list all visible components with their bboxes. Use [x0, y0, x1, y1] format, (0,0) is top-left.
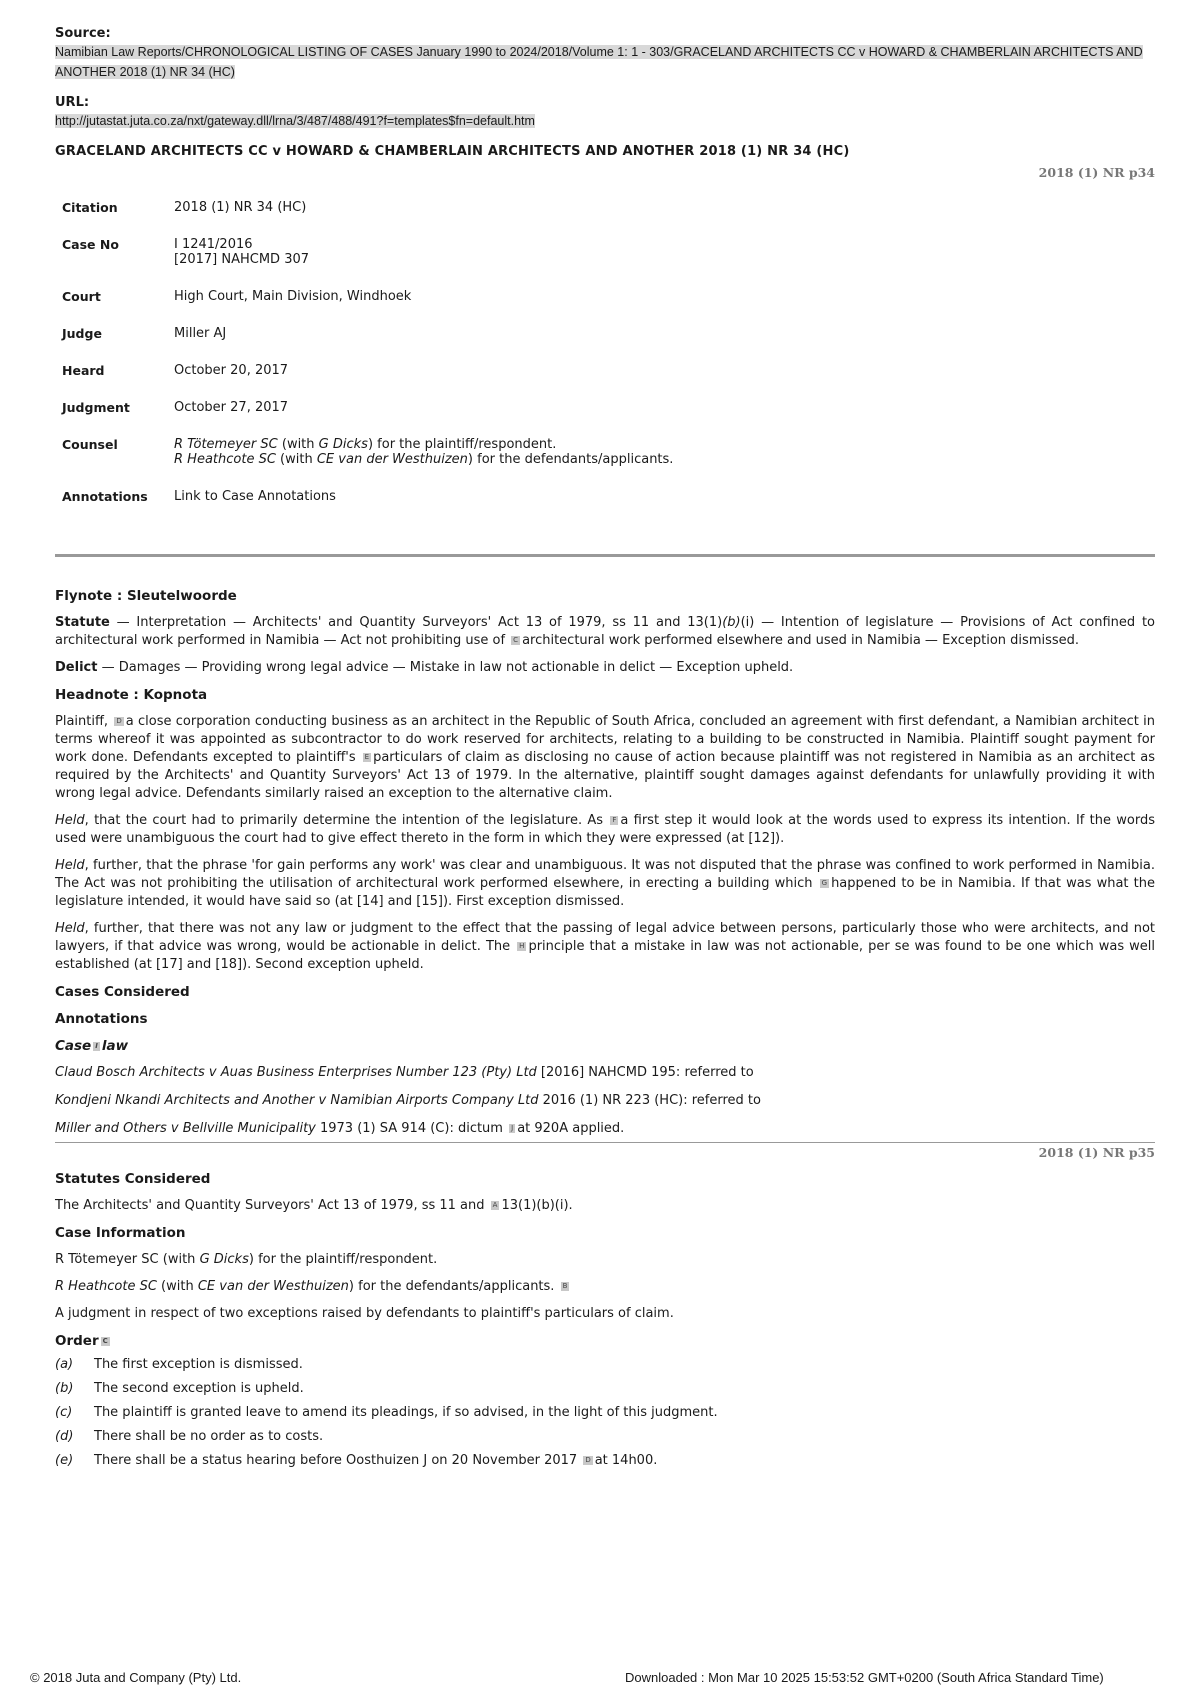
- case-info-heading: Case Information: [55, 1225, 186, 1241]
- margin-marker-e: E: [364, 753, 370, 761]
- p3b: happened to be in Namibia. If that was what the legislature intended, it would have said so (at [14] and [15]). First exception dismissed.: [55, 876, 1155, 909]
- heard-row: [55, 363, 673, 400]
- page-break-divider: [55, 1142, 1155, 1143]
- case-item: [55, 1120, 1155, 1138]
- annotations-heading: Annotations: [55, 1011, 148, 1027]
- p1a: Plaintiff,: [55, 714, 109, 729]
- url-link[interactable]: http://jutastat.juta.co.za/nxt/gateway.dll/lrna/3/487/488/491?f=templates$fn=default.htm: [55, 114, 535, 128]
- headnote-para-2: [55, 812, 1155, 848]
- counsel-2-with: CE van der Westhuizen: [316, 452, 468, 467]
- p2b: a first step it would look at the words used to express its intention. If the words used were unambiguous the court had to give effect thereto in the form in which they were expressed (at [12]).: [55, 813, 1156, 846]
- held-label: Held: [55, 813, 85, 828]
- page-title: GRACELAND ARCHITECTS CC v HOWARD & CHAMBERLAIN ARCHITECTS AND ANOTHER 2018 (1) NR 34 (HC): [55, 144, 850, 159]
- judgment-label: Judgment: [62, 400, 130, 415]
- source-label: Source:: [55, 26, 111, 41]
- order-letter: (b): [55, 1381, 74, 1396]
- court-label: Court: [62, 289, 101, 304]
- statute-text-a: — Interpretation — Architects' and Quantity Surveyors' Act 13 of 1979, ss 11 and 13(1): [109, 615, 723, 630]
- document-body-2: [55, 1170, 1155, 1470]
- caselaw-a: Case: [55, 1038, 92, 1054]
- case-3-rest-a: 1973 (1) SA 914 (C): dictum: [315, 1121, 503, 1136]
- case-3-rest-b: at 920A applied.: [517, 1121, 625, 1136]
- delict-label: Delict: [55, 660, 98, 675]
- ci-2-name: R Heathcote SC: [55, 1279, 157, 1294]
- with-word: with: [166, 1279, 194, 1294]
- flynote-heading: Flynote : Sleutelwoorde: [55, 588, 237, 604]
- order-item: [55, 1380, 1155, 1398]
- statute-text-c: (i) — Intention of legislature — Provisions of Act confined to architectural work performed in Namibia — Act not prohibiting use of: [55, 615, 1155, 648]
- order-heading-text: Order: [55, 1333, 99, 1349]
- order-text: The first exception is dismissed.: [94, 1357, 303, 1372]
- p4a: , further, that there was not any law or judgment to the effect that the passing of legal advice between persons, particularly those who were architects, and not lawyers, if that advice was wrong, would be actionable in delict. The: [55, 921, 1155, 954]
- headnote-heading: Headnote : Kopnota: [55, 687, 208, 703]
- heard-value: October 20, 2017: [174, 363, 289, 378]
- case-2-rest: 2016 (1) NR 223 (HC): referred to: [538, 1093, 761, 1108]
- margin-marker-h: H: [519, 942, 525, 950]
- ci-1-with: G Dicks: [199, 1252, 249, 1267]
- ci-2-role: for the defendants/applicants.: [358, 1279, 555, 1294]
- caseno-2: [2017] NAHCMD 307: [174, 252, 310, 267]
- margin-marker-b: B: [562, 1282, 568, 1290]
- case-item: [55, 1092, 1155, 1110]
- margin-marker-j: J: [511, 1124, 514, 1132]
- margin-marker-c2: C: [102, 1336, 108, 1345]
- annotations-label: Annotations: [62, 489, 148, 504]
- page-reference-2: 2018 (1) NR p35: [1038, 1145, 1155, 1160]
- order-letter: (e): [55, 1453, 74, 1468]
- flynote-statute: [55, 614, 1155, 650]
- judgment-row: [55, 400, 673, 437]
- case-info-line-1: R Tötemeyer SC (with G Dicks) for the plaintiff/respondent.: [55, 1252, 438, 1267]
- ci-2-with: CE van der Westhuizen: [197, 1279, 349, 1294]
- case-1-rest: [2016] NAHCMD 195: referred to: [536, 1065, 754, 1080]
- caselaw-b: law: [101, 1038, 129, 1054]
- counsel-2-role: for the defendants/applicants.: [477, 452, 674, 467]
- order-text: The second exception is upheld.: [94, 1381, 304, 1396]
- order-letter: (c): [55, 1405, 73, 1420]
- case-info-line-3: A judgment in respect of two exceptions raised by defendants to plaintiff's particulars of claim.: [55, 1306, 674, 1321]
- counsel-1-name: R Tötemeyer SC: [174, 437, 278, 452]
- footer-copyright: © 2018 Juta and Company (Pty) Ltd.: [30, 1670, 242, 1685]
- judge-row: [55, 326, 673, 363]
- order-item: [55, 1428, 1155, 1446]
- p4b: principle that a mistake in law was not actionable, per se was found to be one which was well established (at [17] and [18]). Second exception upheld.: [55, 939, 1155, 972]
- heard-label: Heard: [62, 363, 105, 378]
- p3a: , further, that the phrase 'for gain performs any work' was clear and unambiguous. It was not disputed that the phrase was confined to work performed in Namibia. The Act was not prohibiting the utilisation of architectural work performed elsewhere, in erecting a building which: [55, 858, 1155, 891]
- held-label: Held: [55, 921, 85, 936]
- order-text: There shall be no order as to costs.: [94, 1429, 324, 1444]
- page-reference: 2018 (1) NR p34: [1038, 165, 1155, 180]
- order-text: The plaintiff is granted leave to amend its pleadings, if so advised, in the light of this judgment.: [94, 1405, 718, 1420]
- counsel-1-role: for the plaintiff/respondent.: [377, 437, 557, 452]
- counsel-2-name: R Heathcote SC: [174, 452, 276, 467]
- margin-marker-d2: D: [585, 1456, 591, 1464]
- annotations-row: [55, 489, 673, 526]
- ci-1-role: for the plaintiff/respondent.: [258, 1252, 438, 1267]
- caselaw-heading: [55, 1037, 1155, 1055]
- case-1-name[interactable]: Claud Bosch Architects v Auas Business Enterprises Number 123 (Pty) Ltd: [55, 1065, 537, 1080]
- footer-download-stamp: Downloaded : Mon Mar 10 2025 15:53:52 GMT+0200 (South Africa Standard Time): [625, 1670, 1104, 1685]
- margin-marker-i: I: [95, 1041, 98, 1050]
- annotations-link[interactable]: Link to Case Annotations: [174, 489, 336, 504]
- order-letter: (a): [55, 1357, 74, 1372]
- court-value: High Court, Main Division, Windhoek: [174, 289, 412, 304]
- held-label: Held: [55, 858, 85, 873]
- with-word: with: [286, 437, 315, 452]
- p1b: a close corporation conducting business as an architect in the Republic of South Africa, concluded an agreement with first defendant, a Namibian architect in terms whereof it was appointed as subcontractor to do work reserved for architects, relating to a building to be constructed in Namibia. Plaintiff sought payment for work done. Defendants excepted to plaintiff's: [55, 714, 1155, 765]
- margin-marker-a: A: [492, 1201, 498, 1209]
- margin-marker-f: F: [612, 816, 617, 824]
- case-item: [55, 1064, 1155, 1082]
- ci-1-name: R Tötemeyer SC: [55, 1252, 159, 1267]
- statutes-heading: Statutes Considered: [55, 1171, 211, 1187]
- section-divider: [55, 554, 1155, 557]
- caseno-row: [55, 237, 673, 289]
- citation-label: Citation: [62, 200, 118, 215]
- margin-marker-d: D: [116, 717, 122, 725]
- delict-text: — Damages — Providing wrong legal advice — Mistake in law not actionable in delict — Exception upheld.: [97, 660, 794, 675]
- with-word: with: [167, 1252, 196, 1267]
- case-info-line-2: R Heathcote SC (with CE van der Westhuizen) for the defendants/applicants. B: [55, 1279, 568, 1294]
- headnote-para-1: [55, 713, 1155, 803]
- document-page: [55, 26, 1155, 1476]
- citation-row: [55, 200, 673, 237]
- order-item: [55, 1404, 1155, 1422]
- statute-label: Statute: [55, 615, 110, 630]
- case-3-name[interactable]: Miller and Others v Bellville Municipality: [55, 1121, 316, 1136]
- caseno-label: Case No: [62, 237, 119, 252]
- caseno-1: I 1241/2016: [174, 237, 253, 252]
- margin-marker-g: G: [821, 879, 828, 887]
- headnote-para-4: [55, 920, 1155, 974]
- source-path: Namibian Law Reports/CHRONOLOGICAL LISTING OF CASES January 1990 to 2024/2018/Volume 1: 1 - 303/GRACELAND ARCHITECTS CC v HOWARD & CHAMBERLAIN ARCHITECTS AND ANOTHER 2018 (1) NR 34 (HC): [55, 45, 1143, 79]
- statutes-b: 13(1)(b)(i).: [501, 1198, 573, 1213]
- statutes-a: The Architects' and Quantity Surveyors' Act 13 of 1979, ss 11 and: [55, 1198, 485, 1213]
- case-metadata-table: [55, 200, 673, 526]
- judge-value: Miller AJ: [174, 326, 227, 341]
- judgment-value: October 27, 2017: [174, 400, 289, 415]
- caseno-value: [167, 237, 673, 289]
- margin-marker-c: C: [513, 636, 519, 644]
- order-item: [55, 1356, 1155, 1374]
- statutes-text: [55, 1197, 1155, 1215]
- p2a: , that the court had to primarily determine the intention of the legislature. As: [84, 813, 604, 828]
- source-block: [55, 26, 1155, 81]
- url-block: [55, 95, 1155, 130]
- order-heading: [55, 1332, 1155, 1350]
- court-row: [55, 289, 673, 326]
- order-text-tail: at 14h00.: [594, 1453, 658, 1468]
- cases-heading: Cases Considered: [55, 984, 190, 1000]
- order-text: There shall be a status hearing before Oosthuizen J on 20 November 2017: [94, 1453, 578, 1468]
- counsel-value: R Tötemeyer SC (with G Dicks) for the plaintiff/respondent. R Heathcote SC (with CE van der Westhuizen) for the defendants/applicants.: [174, 437, 674, 467]
- order-item: [55, 1452, 1155, 1470]
- document-body: [55, 587, 1155, 1138]
- judge-label: Judge: [62, 326, 102, 341]
- counsel-row: [55, 437, 673, 489]
- case-2-name[interactable]: Kondjeni Nkandi Architects and Another v Namibian Airports Company Ltd: [55, 1093, 539, 1108]
- statute-text-d: architectural work performed elsewhere and used in Namibia — Exception dismissed.: [522, 633, 1080, 648]
- flynote-delict: [55, 659, 1155, 677]
- order-letter: (d): [55, 1429, 74, 1444]
- headnote-para-3: [55, 857, 1155, 911]
- counsel-label: Counsel: [62, 437, 118, 452]
- statute-text-b: (b): [722, 615, 741, 630]
- citation-value: 2018 (1) NR 34 (HC): [174, 200, 307, 215]
- counsel-1-with: G Dicks: [318, 437, 368, 452]
- with-word: with: [285, 452, 313, 467]
- p1c: particulars of claim as disclosing no cause of action because plaintiff was not registered in Namibia as an architect as required by the Architects' and Quantity Surveyors' Act 13 of 1979. In the alternative, plaintiff sought damages against defendants for unlawfully providing it with wrong legal advice. Defendants similarly raised an exception to the alternative claim.: [55, 750, 1155, 801]
- url-label: URL:: [55, 95, 90, 110]
